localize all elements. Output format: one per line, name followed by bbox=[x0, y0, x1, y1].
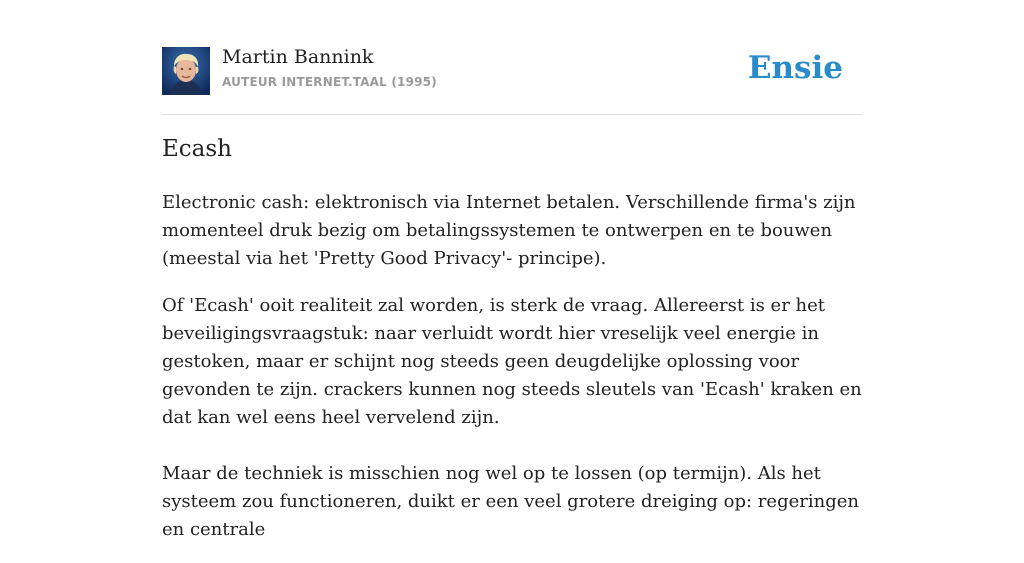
author-header bbox=[162, 46, 862, 115]
author-name[interactable]: Martin Bannink bbox=[222, 46, 374, 68]
article-paragraph: Electronic cash: elektronisch via Internet betalen. Verschillende firma's zijn momenteel druk bezig om betalingssystemen te ontwerpen en te bouwen (meestal via het 'Pretty Good Privacy'- principe). bbox=[162, 192, 856, 269]
brand-logo[interactable]: Ensie bbox=[747, 50, 843, 86]
author-photo bbox=[162, 47, 210, 95]
article-title: Ecash bbox=[162, 136, 232, 162]
author-avatar[interactable] bbox=[162, 47, 210, 95]
author-role: AUTEUR INTERNET.TAAL (1995) bbox=[222, 75, 437, 89]
article-paragraph: Of 'Ecash' ooit realiteit zal worden, is sterk de vraag. Allereerst is er het beveiligingsvraagstuk: naar verluidt wordt hier vreselijk veel energie in gestoken, maar er schijnt nog steeds geen deugdelijke oplossing voor gevonden te zijn. crackers kunnen nog steeds sleutels van 'Ecash' kraken en dat kan wel eens heel vervelend zijn. Maar de techniek is misschien nog wel op te lossen (op termijn). Als het systeem zou functioneren, duikt er een veel grotere dreiging op: regeringen en centrale bbox=[162, 295, 862, 540]
article-body bbox=[162, 189, 872, 563]
